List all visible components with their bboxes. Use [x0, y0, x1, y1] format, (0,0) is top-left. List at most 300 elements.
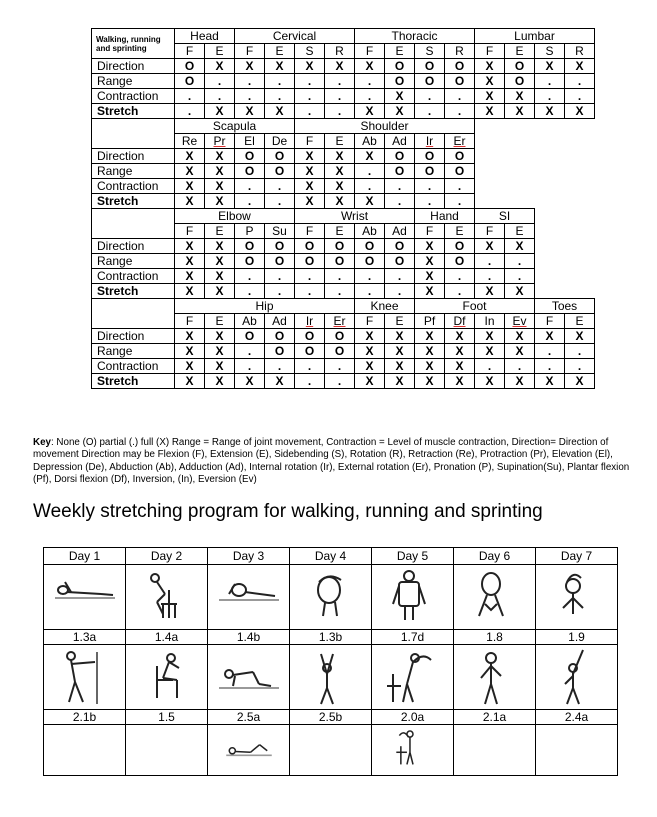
movement-header: [355, 314, 385, 329]
value-cell: X: [565, 59, 595, 74]
value-cell: X: [205, 194, 235, 209]
value-cell: X: [295, 59, 325, 74]
value-cell: O: [355, 239, 385, 254]
exercise-label: 2.1b: [44, 710, 126, 725]
exercise-cell: [536, 645, 618, 710]
exercise-label: 2.4a: [536, 710, 618, 725]
movement-abbr: Er: [333, 314, 346, 328]
value-cell: X: [505, 104, 535, 119]
group-header: Elbow: [175, 209, 295, 224]
value-cell: O: [505, 74, 535, 89]
movement-abbr: Ir: [305, 314, 314, 328]
value-cell: O: [265, 329, 295, 344]
day-header: Day 3: [208, 548, 290, 565]
movement-abbr: Ab: [362, 224, 377, 238]
value-cell: O: [235, 149, 265, 164]
day-header: Day 7: [536, 548, 618, 565]
blank-cell: [475, 179, 595, 194]
movement-abbr: F: [185, 44, 194, 58]
exercise-cell: [536, 725, 618, 776]
corner-cell: [92, 299, 175, 329]
movement-header: [385, 134, 415, 149]
group-header: Knee: [355, 299, 415, 314]
movement-abbr: F: [485, 224, 494, 238]
value-cell: X: [175, 359, 205, 374]
row-label: Range: [92, 164, 175, 179]
movement-header: [355, 224, 385, 239]
blank-cell: [535, 254, 595, 269]
row-label: Direction: [92, 239, 175, 254]
movement-abbr: Su: [272, 224, 287, 238]
value-cell: .: [355, 74, 385, 89]
value-cell: .: [265, 89, 295, 104]
exercise-label: 1.8: [454, 630, 536, 645]
value-cell: .: [265, 269, 295, 284]
value-cell: O: [385, 254, 415, 269]
value-cell: O: [175, 74, 205, 89]
row-label: Direction: [92, 149, 175, 164]
value-cell: X: [325, 149, 355, 164]
corner-cell: [92, 119, 175, 149]
row-label: Direction: [92, 329, 175, 344]
value-cell: X: [385, 359, 415, 374]
value-cell: .: [385, 179, 415, 194]
row-label: Range: [92, 74, 175, 89]
exercise-cell: [290, 725, 372, 776]
kneeling-stretch-figure: [215, 648, 283, 706]
value-cell: X: [445, 329, 475, 344]
value-cell: .: [175, 104, 205, 119]
value-cell: .: [505, 254, 535, 269]
value-cell: .: [235, 194, 265, 209]
blank-cell: [475, 164, 595, 179]
movement-abbr: E: [275, 44, 284, 58]
value-cell: O: [265, 164, 295, 179]
group-header: Thoracic: [355, 29, 475, 44]
movement-abbr: S: [305, 44, 314, 58]
key-legend: [33, 437, 633, 487]
movement-header: [265, 224, 295, 239]
value-cell: X: [205, 359, 235, 374]
value-cell: .: [295, 104, 325, 119]
blank-cell: [475, 134, 595, 149]
exercise-label: 1.3b: [290, 630, 372, 645]
movement-header: [295, 314, 325, 329]
movement-abbr: Ad: [272, 314, 287, 328]
value-cell: .: [325, 89, 355, 104]
value-cell: O: [235, 164, 265, 179]
value-cell: X: [175, 374, 205, 389]
exercise-label: 2.5b: [290, 710, 372, 725]
movement-abbr: F: [425, 224, 434, 238]
movement-abbr: E: [395, 44, 404, 58]
value-cell: .: [385, 269, 415, 284]
value-cell: .: [325, 284, 355, 299]
value-cell: .: [325, 74, 355, 89]
value-cell: X: [175, 194, 205, 209]
value-cell: X: [505, 374, 535, 389]
value-cell: X: [355, 104, 385, 119]
row-label: Contraction: [92, 179, 175, 194]
value-cell: .: [415, 89, 445, 104]
value-cell: O: [385, 59, 415, 74]
value-cell: O: [415, 74, 445, 89]
movement-abbr: De: [271, 134, 288, 148]
movement-header: [205, 314, 235, 329]
value-cell: X: [565, 104, 595, 119]
seated-backbend-figure: [133, 648, 201, 706]
value-cell: X: [505, 329, 535, 344]
value-cell: X: [205, 104, 235, 119]
value-cell: X: [205, 284, 235, 299]
value-cell: O: [445, 149, 475, 164]
movement-abbr: E: [335, 134, 344, 148]
movement-abbr: F: [305, 134, 314, 148]
movement-abbr: Re: [181, 134, 198, 148]
corner-cell: [92, 209, 175, 239]
movement-header: [415, 314, 445, 329]
value-cell: O: [295, 254, 325, 269]
movement-abbr: E: [215, 44, 224, 58]
exercise-cell: [290, 645, 372, 710]
value-cell: .: [235, 284, 265, 299]
value-cell: .: [445, 179, 475, 194]
corner-label: Walking, running and sprinting: [92, 29, 175, 59]
value-cell: .: [265, 284, 295, 299]
value-cell: .: [475, 359, 505, 374]
value-cell: X: [235, 374, 265, 389]
value-cell: X: [475, 284, 505, 299]
row-label: Stretch: [92, 374, 175, 389]
value-cell: .: [445, 269, 475, 284]
movement-header: [355, 134, 385, 149]
day-header: Day 6: [454, 548, 536, 565]
value-cell: X: [175, 164, 205, 179]
value-cell: X: [475, 329, 505, 344]
value-cell: X: [415, 284, 445, 299]
movement-abbr: E: [215, 224, 224, 238]
value-cell: X: [385, 374, 415, 389]
neck-tilt-figure: [461, 568, 529, 626]
value-cell: .: [445, 104, 475, 119]
movement-abbr: E: [335, 224, 344, 238]
value-cell: .: [205, 89, 235, 104]
value-cell: X: [445, 374, 475, 389]
weekly-program-table: [43, 547, 618, 776]
movement-header: [475, 224, 505, 239]
value-cell: .: [475, 269, 505, 284]
value-cell: X: [475, 74, 505, 89]
movement-header: [475, 314, 505, 329]
movement-abbr: F: [365, 44, 374, 58]
movement-abbr: Ev: [512, 314, 527, 328]
movement-abbr: E: [455, 224, 464, 238]
value-cell: .: [175, 89, 205, 104]
value-cell: X: [385, 329, 415, 344]
exercise-cell: [290, 565, 372, 630]
value-cell: .: [445, 284, 475, 299]
wall-lean-figure: [51, 648, 119, 706]
value-cell: .: [325, 269, 355, 284]
value-cell: O: [325, 329, 355, 344]
row-label: Range: [92, 344, 175, 359]
value-cell: X: [385, 104, 415, 119]
value-cell: X: [565, 374, 595, 389]
value-cell: X: [415, 269, 445, 284]
row-label: Range: [92, 254, 175, 269]
value-cell: X: [355, 374, 385, 389]
value-cell: X: [295, 164, 325, 179]
value-cell: .: [295, 269, 325, 284]
movement-header: [295, 224, 325, 239]
movement-header: [565, 314, 595, 329]
row-label: Stretch: [92, 194, 175, 209]
value-cell: X: [565, 329, 595, 344]
value-cell: O: [295, 344, 325, 359]
exercise-cell: [44, 725, 126, 776]
row-label: Contraction: [92, 359, 175, 374]
movement-header: [445, 134, 475, 149]
value-cell: O: [295, 239, 325, 254]
movement-header: [385, 314, 415, 329]
movement-header: [175, 314, 205, 329]
standing-chair-stretch-figure: [379, 728, 447, 772]
value-cell: X: [205, 164, 235, 179]
day-header: Day 2: [126, 548, 208, 565]
value-cell: X: [445, 344, 475, 359]
movement-header: [205, 224, 235, 239]
blank-cell: [475, 149, 595, 164]
value-cell: O: [325, 254, 355, 269]
movement-header: [205, 134, 235, 149]
value-cell: X: [355, 149, 385, 164]
movement-abbr: F: [185, 314, 194, 328]
movement-header: [265, 134, 295, 149]
value-cell: .: [565, 89, 595, 104]
movement-abbr: E: [515, 44, 524, 58]
movement-header: [325, 44, 355, 59]
movement-header: [235, 44, 265, 59]
row-label: Contraction: [92, 89, 175, 104]
value-cell: X: [505, 239, 535, 254]
value-cell: X: [505, 89, 535, 104]
side-bend-chair-figure: [379, 648, 447, 706]
value-cell: X: [475, 59, 505, 74]
value-cell: .: [565, 74, 595, 89]
day-header: Day 1: [44, 548, 126, 565]
value-cell: X: [205, 374, 235, 389]
value-cell: X: [235, 104, 265, 119]
arm-behind-figure: [461, 648, 529, 706]
value-cell: X: [235, 59, 265, 74]
value-cell: .: [235, 74, 265, 89]
exercise-label: 2.5a: [208, 710, 290, 725]
value-cell: .: [355, 89, 385, 104]
value-cell: X: [265, 59, 295, 74]
key-text: : None (O) partial (.) full (X) Range = Range of joint movement, Contraction = Level of muscle contraction, Direction= Direction of movement Direction may be Flexion (F), Extension (E), Sidebending (S), Rotation (R), Retraction (Re), Protraction (Pr), Elevation (El), Depression (De), Abduction (Ab), Adduction (Ad), Internal rotation (Ir), External rotation (Er), Pronation (P), Supination(Su), Plantar flexion (Pf), Dorsi flexion (Df), Inversion, (In), Eversion (Ev): [33, 437, 630, 486]
row-label: Stretch: [92, 104, 175, 119]
value-cell: .: [355, 179, 385, 194]
value-cell: .: [355, 164, 385, 179]
value-cell: .: [295, 89, 325, 104]
value-cell: .: [265, 179, 295, 194]
value-cell: X: [205, 269, 235, 284]
movement-abbr: R: [335, 44, 344, 58]
group-header: Lumbar: [475, 29, 595, 44]
standing-back-figure: [379, 568, 447, 626]
movement-abbr: F: [545, 314, 554, 328]
value-cell: .: [325, 374, 355, 389]
value-cell: O: [385, 239, 415, 254]
value-cell: X: [535, 59, 565, 74]
value-cell: .: [265, 359, 295, 374]
program-title: Weekly stretching program for walking, running and sprinting: [33, 501, 543, 522]
movement-abbr: Ab: [242, 314, 257, 328]
value-cell: .: [505, 359, 535, 374]
exercise-cell: [44, 565, 126, 630]
value-cell: O: [265, 344, 295, 359]
movement-header: [445, 314, 475, 329]
exercise-cell: [208, 565, 290, 630]
group-header: Scapula: [175, 119, 295, 134]
lying-leg-figure: [215, 728, 283, 772]
value-cell: .: [235, 269, 265, 284]
exercise-cell: [372, 565, 454, 630]
value-cell: X: [355, 59, 385, 74]
blank-cell: [535, 239, 595, 254]
prone-stretch-figure: [51, 568, 119, 626]
exercise-label: 1.4b: [208, 630, 290, 645]
value-cell: .: [295, 74, 325, 89]
value-cell: O: [415, 59, 445, 74]
exercise-cell: [126, 565, 208, 630]
row-label: Direction: [92, 59, 175, 74]
value-cell: .: [475, 254, 505, 269]
value-cell: X: [535, 329, 565, 344]
group-header: Head: [175, 29, 235, 44]
value-cell: O: [325, 344, 355, 359]
value-cell: X: [175, 284, 205, 299]
standing-forward-stretch-figure: [297, 648, 365, 706]
exercise-cell: [454, 565, 536, 630]
movement-header: [265, 314, 295, 329]
value-cell: O: [415, 149, 445, 164]
value-cell: O: [385, 164, 415, 179]
lying-neck-stretch-figure: [215, 568, 283, 626]
movement-abbr: El: [244, 134, 255, 148]
value-cell: X: [505, 284, 535, 299]
movement-header: [175, 134, 205, 149]
exercise-label: 1.9: [536, 630, 618, 645]
movement-abbr: Ad: [392, 134, 407, 148]
value-cell: .: [445, 89, 475, 104]
value-cell: O: [265, 239, 295, 254]
row-label: Contraction: [92, 269, 175, 284]
value-cell: .: [235, 89, 265, 104]
value-cell: .: [235, 179, 265, 194]
exercise-cell: [208, 645, 290, 710]
value-cell: X: [415, 374, 445, 389]
blank-cell: [475, 194, 595, 209]
value-cell: X: [295, 179, 325, 194]
movement-abbr: E: [515, 224, 524, 238]
blank-cell: [475, 119, 595, 134]
movement-header: [325, 224, 355, 239]
key-label: Key: [33, 437, 51, 448]
value-cell: O: [235, 239, 265, 254]
value-cell: .: [355, 269, 385, 284]
value-cell: X: [205, 149, 235, 164]
blank-cell: [535, 224, 595, 239]
value-cell: .: [505, 269, 535, 284]
blank-cell: [535, 269, 595, 284]
movement-abbr: E: [575, 314, 584, 328]
value-cell: .: [295, 284, 325, 299]
movement-abbr: F: [245, 44, 254, 58]
blank-cell: [535, 209, 595, 224]
value-cell: O: [175, 59, 205, 74]
value-cell: X: [355, 329, 385, 344]
value-cell: .: [445, 194, 475, 209]
movement-abbr: Pf: [423, 314, 436, 328]
value-cell: X: [355, 359, 385, 374]
movement-abbr: In: [484, 314, 495, 328]
exercise-label: 2.1a: [454, 710, 536, 725]
value-cell: X: [205, 239, 235, 254]
value-cell: .: [295, 374, 325, 389]
value-cell: .: [415, 194, 445, 209]
movement-header: [535, 44, 565, 59]
movement-abbr: Ir: [425, 134, 434, 148]
value-cell: X: [175, 329, 205, 344]
value-cell: X: [415, 239, 445, 254]
overhead-reach-figure: [543, 648, 611, 706]
movement-header: [295, 44, 325, 59]
value-cell: X: [175, 254, 205, 269]
value-cell: O: [445, 74, 475, 89]
value-cell: O: [235, 329, 265, 344]
value-cell: X: [355, 344, 385, 359]
value-cell: X: [325, 164, 355, 179]
movement-abbr: Ab: [362, 134, 377, 148]
group-header: Cervical: [235, 29, 355, 44]
value-cell: X: [535, 374, 565, 389]
value-cell: O: [265, 149, 295, 164]
group-header: SI: [475, 209, 535, 224]
value-cell: X: [295, 194, 325, 209]
value-cell: O: [235, 254, 265, 269]
movement-header: [295, 134, 325, 149]
value-cell: X: [535, 104, 565, 119]
value-cell: .: [535, 74, 565, 89]
exercise-cell: [208, 725, 290, 776]
group-header: Hand: [415, 209, 475, 224]
movement-header: [235, 314, 265, 329]
blank-cell: [535, 284, 595, 299]
movement-header: [385, 44, 415, 59]
value-cell: X: [475, 239, 505, 254]
exercise-cell: [126, 725, 208, 776]
value-cell: .: [205, 74, 235, 89]
day-header: Day 4: [290, 548, 372, 565]
value-cell: .: [265, 194, 295, 209]
value-cell: O: [385, 149, 415, 164]
value-cell: .: [535, 359, 565, 374]
value-cell: X: [385, 89, 415, 104]
movement-header: [205, 44, 235, 59]
movement-header: [385, 224, 415, 239]
value-cell: X: [265, 104, 295, 119]
